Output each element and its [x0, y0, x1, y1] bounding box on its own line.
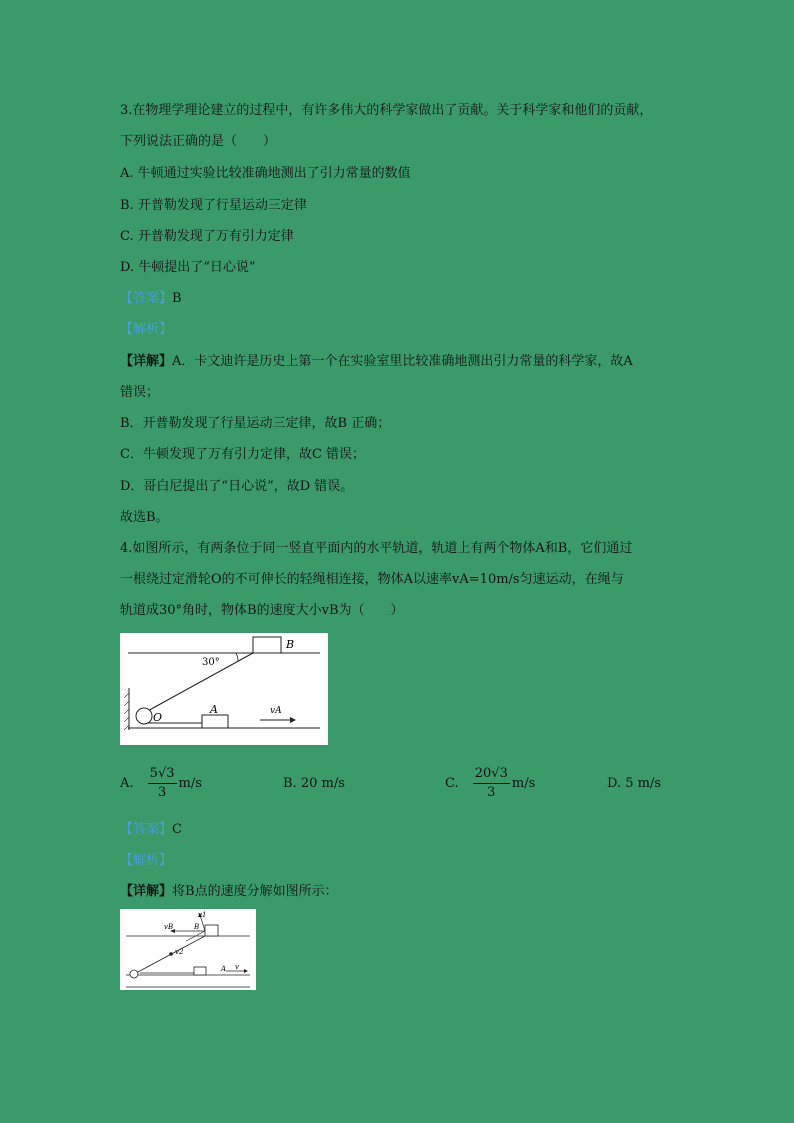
detail-text: 将B点的速度分解如图所示： — [172, 884, 338, 899]
option-a-numerator: 5√3 — [148, 765, 177, 784]
q3-conclusion: 故选B。 — [120, 510, 169, 525]
q3-answer — [120, 289, 182, 309]
detail-text: A．卡文迪许是历史上第一个在实验室里比较准确地测出引力常量的科学家，故A — [172, 354, 633, 369]
label-v: v — [235, 963, 239, 971]
q4-detail — [120, 882, 338, 902]
answer-value: C — [172, 822, 182, 837]
q3-detail-line1b: 错误； — [120, 385, 160, 400]
answer-tag: 【答案】 — [120, 822, 173, 837]
q3-detail-line3: C．牛顿发现了万有引力定律，故C 错误； — [120, 447, 366, 462]
q4-option-a — [120, 765, 202, 802]
q3-stem-line1: 3.在物理学理论建立的过程中，有许多伟大的科学家做出了贡献。关于科学家和他们的贡献， — [120, 103, 653, 118]
q4-stem-line3: 轨道成30°角时，物体B的速度大小vB为（ ） — [120, 603, 404, 618]
q4-answer — [120, 820, 182, 840]
q4-option-c — [445, 765, 535, 802]
q3-option-a: A. 牛顿通过实验比较准确地测出了引力常量的数值 — [120, 166, 411, 181]
q3-stem-line2: 下列说法正确的是（ ） — [120, 134, 277, 149]
option-a-unit: m/s — [178, 776, 202, 791]
q3-analysis-tag: 【解析】 — [120, 322, 173, 337]
label-vb: vB — [164, 923, 174, 931]
pulley-diagram — [120, 633, 328, 745]
option-a-fraction — [148, 765, 177, 802]
label-a2: A — [221, 965, 227, 973]
q3-detail-line1 — [120, 352, 633, 372]
q4-option-b: B. 20 m/s — [283, 776, 345, 791]
option-c-fraction — [473, 765, 510, 802]
q3-option-c: C. 开普勒发现了万有引力定律 — [120, 229, 294, 244]
angle-label: 30° — [202, 657, 220, 668]
answer-tag: 【答案】 — [120, 291, 173, 306]
q4-analysis-tag: 【解析】 — [120, 853, 173, 868]
option-a-denominator: 3 — [157, 785, 167, 800]
label-a: A — [210, 703, 218, 716]
option-c-label: C. — [445, 776, 459, 791]
q3-option-d: D. 牛顿提出了“日心说” — [120, 260, 256, 275]
q3-detail-line4: D．哥白尼提出了“日心说”，故D 错误。 — [120, 479, 354, 494]
detail-tag: 【详解】 — [120, 884, 173, 899]
q4-stem-line1: 4.如图所示，有两条位于同一竖直平面内的水平轨道，轨道上有两个物体A和B，它们通过 — [120, 541, 633, 556]
option-c-denominator: 3 — [487, 785, 496, 800]
option-c-unit: m/s — [511, 776, 536, 791]
option-c-numerator: 20√3 — [473, 765, 510, 784]
q4-stem-line2: 一根绕过定滑轮O的不可伸长的轻绳相连接，物体A以速率vA=10m/s匀速运动，在绳与 — [120, 572, 624, 587]
label-b2: B — [194, 923, 200, 931]
q4-figure-decomposition — [120, 909, 256, 990]
label-b: B — [286, 638, 295, 651]
option-a-label: A. — [120, 776, 134, 791]
answer-value: B — [172, 291, 182, 306]
label-v2: v2 — [175, 948, 184, 956]
q3-detail-line2: B．开普勒发现了行星运动三定律，故B 正确； — [120, 416, 391, 431]
q4-option-d: D. 5 m/s — [607, 776, 662, 791]
detail-tag: 【详解】 — [120, 354, 173, 369]
label-o: O — [153, 711, 163, 724]
velocity-decomposition-diagram — [120, 909, 256, 990]
q4-figure-pulley — [120, 633, 328, 745]
q3-option-b: B. 开普勒发现了行星运动三定律 — [120, 198, 307, 213]
label-va: vA — [270, 706, 282, 716]
label-v1: v1 — [198, 911, 207, 919]
